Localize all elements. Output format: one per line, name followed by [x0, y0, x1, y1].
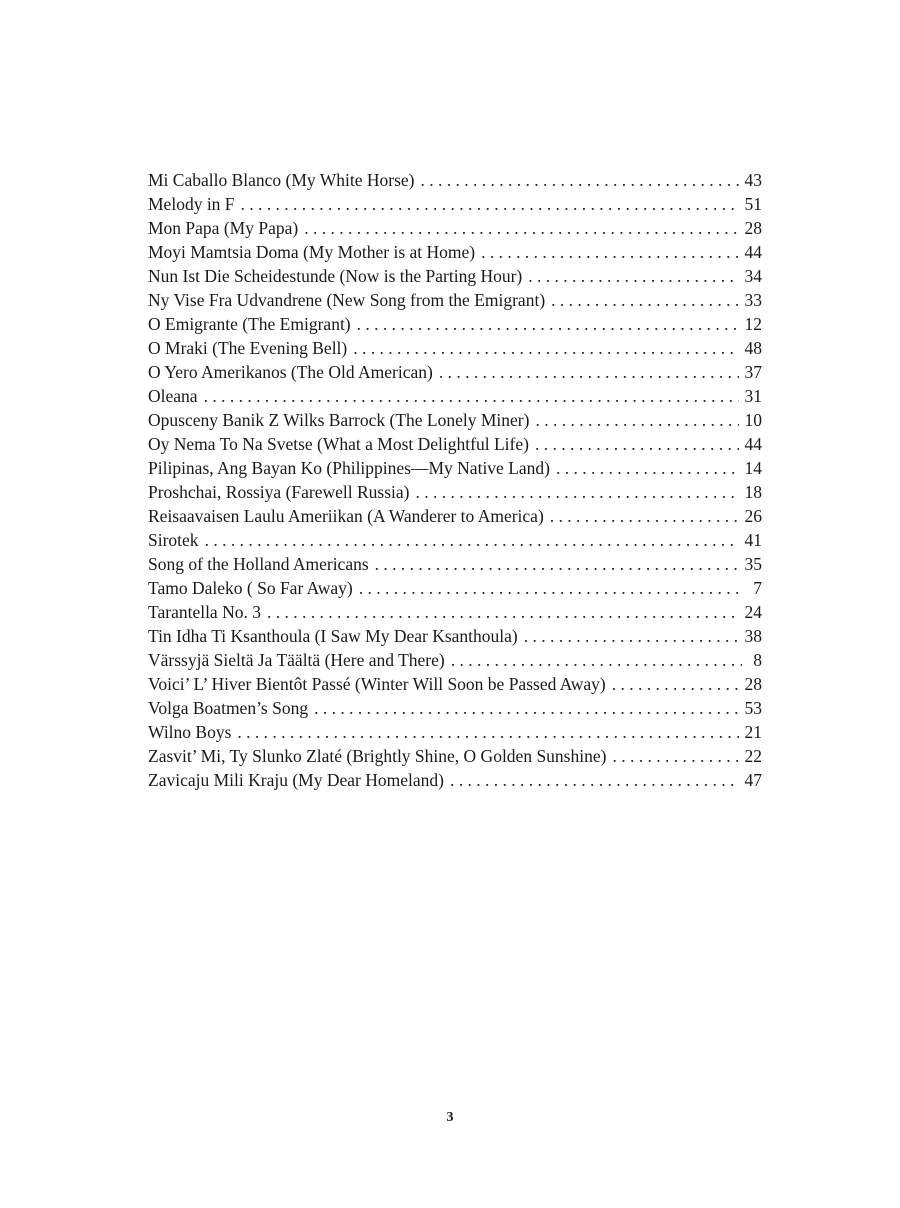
toc-dot-leader — [421, 168, 739, 192]
toc-entry — [148, 768, 762, 792]
toc-dot-leader — [359, 576, 742, 600]
toc-entry-page: 31 — [744, 386, 762, 406]
toc-entry — [148, 216, 762, 240]
toc-entry-title: O Mraki (The Evening Bell) — [148, 338, 348, 358]
toc-entry-page: 51 — [744, 194, 762, 214]
toc-dot-leader — [267, 600, 739, 624]
toc-dot-leader — [612, 744, 738, 768]
toc-entry-page: 8 — [753, 650, 762, 670]
toc-entry — [148, 456, 762, 480]
toc-entry-page: 24 — [744, 602, 762, 622]
toc-entry-page: 12 — [744, 314, 762, 334]
toc-entry-title: Mi Caballo Blanco (My White Horse) — [148, 170, 415, 190]
toc-dot-leader — [535, 432, 739, 456]
toc-entry-title: Volga Boatmen’s Song — [148, 698, 309, 718]
toc-dot-leader — [535, 408, 738, 432]
toc-dot-leader — [241, 192, 739, 216]
toc-entry-title: Opusceny Banik Z Wilks Barrock (The Lonely Miner) — [148, 410, 530, 430]
toc-entry-title: Tarantella No. 3 — [148, 602, 261, 622]
toc-entry — [148, 240, 762, 264]
toc-entry — [148, 744, 762, 768]
toc-dot-leader — [551, 288, 738, 312]
toc-dot-leader — [357, 312, 739, 336]
toc-entry — [148, 480, 762, 504]
toc-entry-page: 18 — [744, 482, 762, 502]
toc-entry-page: 44 — [744, 434, 762, 454]
toc-entry-page: 28 — [744, 674, 762, 694]
toc-entry-title: Tamo Daleko ( So Far Away) — [148, 578, 353, 598]
toc-entry-page: 33 — [744, 290, 762, 310]
toc-dot-leader — [481, 240, 738, 264]
toc-entry — [148, 576, 762, 600]
toc-entry-page: 21 — [744, 722, 762, 742]
toc-entry — [148, 672, 762, 696]
toc-entry — [148, 264, 762, 288]
toc-entry-page: 14 — [744, 458, 762, 478]
toc-entry — [148, 600, 762, 624]
table-of-contents — [148, 168, 762, 792]
toc-dot-leader — [528, 264, 738, 288]
toc-dot-leader — [304, 216, 738, 240]
toc-entry-title: Värssyjä Sieltä Ja Täältä (Here and There) — [148, 650, 445, 670]
toc-dot-leader — [205, 528, 739, 552]
toc-entry-title: Oleana — [148, 386, 198, 406]
toc-entry-page: 7 — [753, 578, 762, 598]
toc-entry-title: Zavicaju Mili Kraju (My Dear Homeland) — [148, 770, 444, 790]
toc-entry — [148, 288, 762, 312]
toc-entry-title: Tin Idha Ti Ksanthoula (I Saw My Dear Ksanthoula) — [148, 626, 518, 646]
toc-entry-title: Sirotek — [148, 530, 199, 550]
toc-entry — [148, 360, 762, 384]
toc-entry-title: Zasvit’ Mi, Ty Slunko Zlaté (Brightly Shine, O Golden Sunshine) — [148, 746, 607, 766]
toc-entry-page: 41 — [744, 530, 762, 550]
toc-entry — [148, 408, 762, 432]
toc-entry-title: Ny Vise Fra Udvandrene (New Song from the Emigrant) — [148, 290, 546, 310]
toc-entry-title: Wilno Boys — [148, 722, 232, 742]
toc-dot-leader — [237, 720, 738, 744]
page-number: 3 — [446, 1110, 454, 1125]
toc-entry-title: Nun Ist Die Scheidestunde (Now is the Parting Hour) — [148, 266, 523, 286]
toc-entry — [148, 624, 762, 648]
toc-dot-leader — [353, 336, 738, 360]
toc-entry-title: Pilipinas, Ang Bayan Ko (Philippines—My Native Land) — [148, 458, 550, 478]
toc-entry-page: 10 — [744, 410, 762, 430]
toc-entry-page: 38 — [744, 626, 762, 646]
toc-entry-title: Melody in F — [148, 194, 235, 214]
toc-entry-page: 22 — [744, 746, 762, 766]
toc-entry-title: Voici’ L’ Hiver Bientôt Passé (Winter Will Soon be Passed Away) — [148, 674, 606, 694]
toc-entry-page: 28 — [744, 218, 762, 238]
toc-dot-leader — [451, 648, 742, 672]
toc-entry-page: 44 — [744, 242, 762, 262]
toc-entry-page: 43 — [744, 170, 762, 190]
toc-entry — [148, 504, 762, 528]
toc-entry-title: Song of the Holland Americans — [148, 554, 369, 574]
toc-entry — [148, 168, 762, 192]
toc-dot-leader — [450, 768, 739, 792]
toc-entry — [148, 432, 762, 456]
toc-entry-page: 26 — [744, 506, 762, 526]
toc-entry — [148, 528, 762, 552]
toc-entry — [148, 312, 762, 336]
toc-entry-title: Reisaavaisen Laulu Ameriikan (A Wanderer to America) — [148, 506, 544, 526]
toc-dot-leader — [314, 696, 738, 720]
toc-dot-leader — [524, 624, 739, 648]
toc-dot-leader — [556, 456, 739, 480]
toc-entry-page: 34 — [744, 266, 762, 286]
toc-entry-page: 47 — [744, 770, 762, 790]
toc-entry — [148, 336, 762, 360]
toc-dot-leader — [416, 480, 739, 504]
toc-entry-page: 35 — [744, 554, 762, 574]
toc-entry-page: 48 — [744, 338, 762, 358]
toc-entry — [148, 384, 762, 408]
toc-entry-title: Mon Papa (My Papa) — [148, 218, 299, 238]
toc-entry-page: 37 — [744, 362, 762, 382]
toc-entry-page: 53 — [744, 698, 762, 718]
toc-dot-leader — [204, 384, 739, 408]
toc-dot-leader — [439, 360, 739, 384]
toc-entry — [148, 648, 762, 672]
toc-entry-title: O Emigrante (The Emigrant) — [148, 314, 351, 334]
toc-dot-leader — [375, 552, 739, 576]
toc-entry-title: O Yero Amerikanos (The Old American) — [148, 362, 433, 382]
toc-entry — [148, 192, 762, 216]
toc-entry-title: Oy Nema To Na Svetse (What a Most Delightful Life) — [148, 434, 529, 454]
toc-entry — [148, 696, 762, 720]
toc-entry-title: Moyi Mamtsia Doma (My Mother is at Home) — [148, 242, 476, 262]
toc-entry — [148, 720, 762, 744]
toc-dot-leader — [612, 672, 739, 696]
toc-entry — [148, 552, 762, 576]
toc-dot-leader — [550, 504, 739, 528]
toc-entry-title: Proshchai, Rossiya (Farewell Russia) — [148, 482, 410, 502]
